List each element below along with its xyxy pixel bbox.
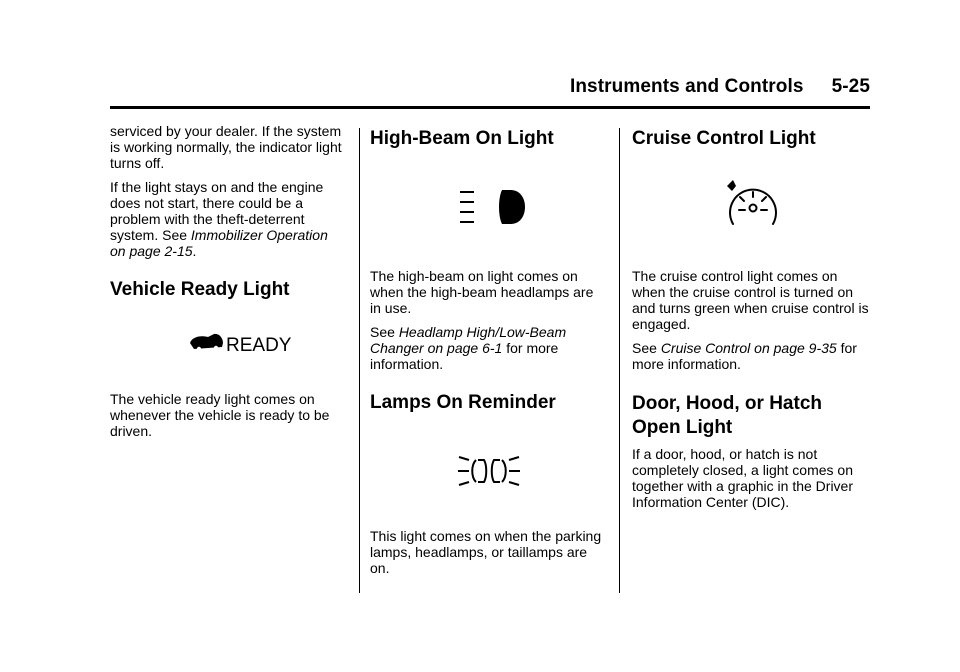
paragraph-cruise: The cruise control light comes on when the cruise control is turned on and turns green when cruise control is engaged. xyxy=(632,268,869,332)
page-header xyxy=(110,76,870,109)
heading-cruise-control-light: Cruise Control Light xyxy=(632,128,816,149)
cruise-control-link[interactable]: Cruise Control on page 9-35 xyxy=(660,340,837,356)
column-1 xyxy=(110,123,342,447)
vehicle-ready-icon xyxy=(110,301,342,391)
lamps-on-reminder-icon xyxy=(370,414,608,528)
cruise-control-icon xyxy=(632,150,872,268)
high-beam-icon xyxy=(370,150,608,268)
column-divider-left xyxy=(359,128,360,593)
paragraph-vehicle-ready: The vehicle ready light comes on whenever the vehicle is ready to be driven. xyxy=(110,391,330,439)
car-silhouette-icon xyxy=(190,334,223,349)
paragraph-lamps-on: This light comes on when the parking lamps, headlamps, or taillamps are on. xyxy=(370,528,602,576)
header-page-number: 5-25 xyxy=(831,76,870,97)
column-3 xyxy=(632,123,872,518)
heading-vehicle-ready-light: Vehicle Ready Light xyxy=(110,279,290,300)
heading-lamps-on-reminder: Lamps On Reminder xyxy=(370,392,556,413)
paragraph-theft-deterrent: If the light stays on and the engine does not start, there could be a problem with the theft-deterrent system. See Immobilizer Operation on page 2-15. xyxy=(110,179,328,259)
ready-icon-text: READY xyxy=(226,335,292,356)
column-divider-right xyxy=(619,128,620,593)
headlamp-changer-link[interactable]: Headlamp High/Low-Beam Changer on page 6-1 xyxy=(370,324,567,356)
heading-door-hood-hatch-open-light: Door, Hood, or Hatch Open Light xyxy=(632,393,822,438)
column-2 xyxy=(370,123,608,584)
paragraph-high-beam-see: See Headlamp High/Low-Beam Changer on page 6-1 for more information. xyxy=(370,324,567,372)
immobilizer-link[interactable]: Immobilizer Operation on page 2-15 xyxy=(110,227,328,259)
header-section-title: Instruments and Controls xyxy=(569,76,804,97)
paragraph-cruise-see: See Cruise Control on page 9-35 for more information. xyxy=(632,340,857,372)
hand-icon xyxy=(727,180,736,191)
paragraph-serviced: serviced by your dealer. If the system is working normally, the indicator light turns off. xyxy=(110,123,342,171)
paragraph-door-open: If a door, hood, or hatch is not completely closed, a light comes on together with a graphic in the Driver Information Center (DIC). xyxy=(632,446,853,510)
paragraph-high-beam: The high-beam on light comes on when the high-beam headlamps are in use. xyxy=(370,268,594,316)
heading-high-beam-on-light: High-Beam On Light xyxy=(370,128,554,149)
